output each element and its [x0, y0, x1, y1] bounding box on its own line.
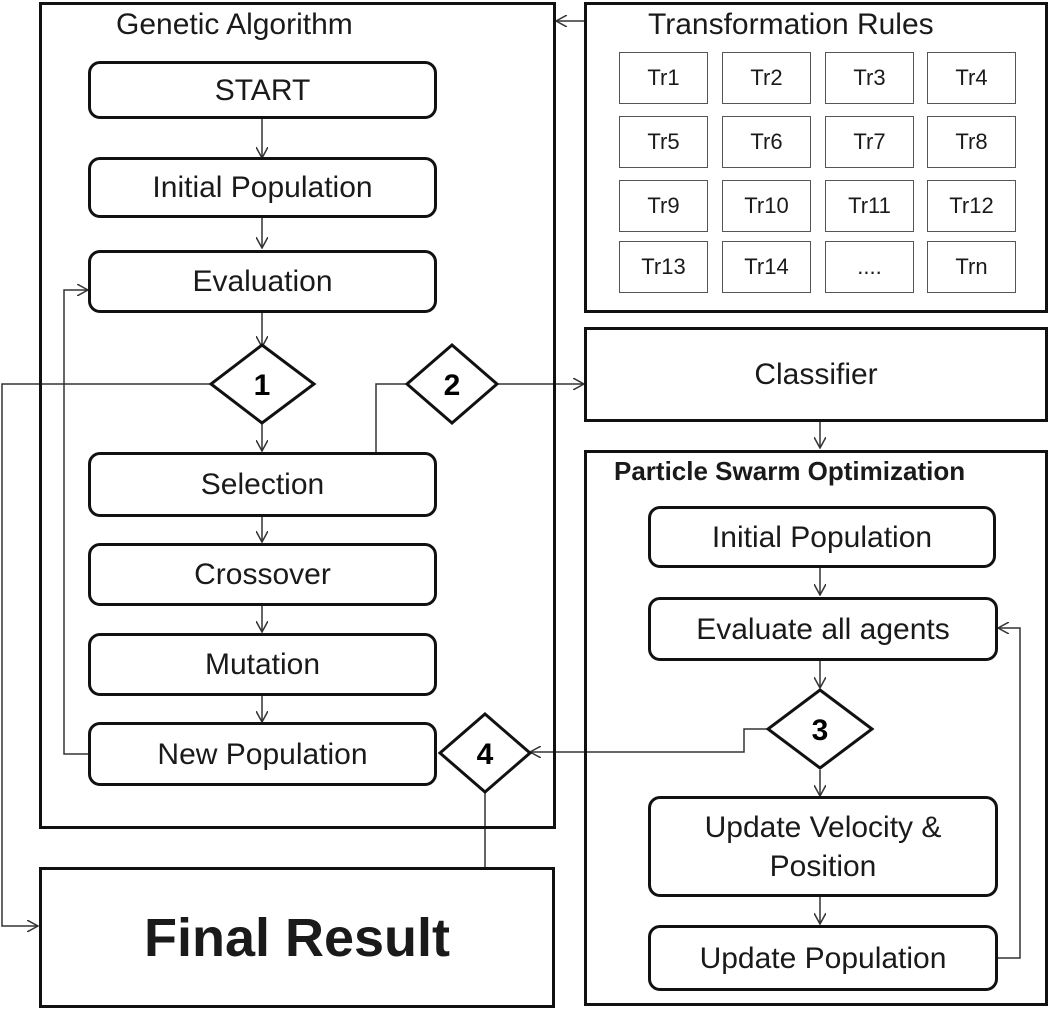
decision-label-2: 2: [443, 369, 461, 402]
rule-cell: Tr8: [927, 116, 1016, 168]
rule-cell: Tr11: [825, 180, 914, 232]
transformation-rules-title: Transformation Rules: [648, 8, 934, 41]
evaluate-agents-box: Evaluate all agents: [648, 597, 998, 661]
update-velocity-line1: Update Velocity &: [704, 810, 942, 844]
rule-cell: Tr2: [722, 52, 811, 104]
rule-cell: Tr3: [825, 52, 914, 104]
rule-cell: Tr13: [619, 241, 708, 293]
new-population-box: New Population: [88, 722, 437, 786]
update-velocity-box: [648, 796, 998, 897]
ga-initial-population-box: Initial Population: [88, 157, 437, 218]
rule-cell: Tr14: [722, 241, 811, 293]
rule-cell: Tr9: [619, 180, 708, 232]
rule-cell: ....: [825, 241, 914, 293]
rule-cell: Tr10: [722, 180, 811, 232]
final-result-label: Final Result: [143, 907, 451, 968]
mutation-box: Mutation: [88, 633, 437, 696]
rule-cell: Tr6: [722, 116, 811, 168]
decision-label-4: 4: [476, 738, 494, 771]
final-result-box: [39, 867, 555, 1008]
selection-box: Selection: [88, 452, 437, 517]
classifier-box: Classifier: [584, 327, 1048, 422]
pso-initial-population-box: Initial Population: [648, 506, 996, 568]
start-box: START: [88, 61, 437, 119]
pso-title: Particle Swarm Optimization: [614, 456, 966, 486]
evaluation-box: Evaluation: [88, 250, 437, 313]
decision-label-1: 1: [253, 369, 271, 402]
rule-cell: Trn: [927, 241, 1016, 293]
genetic-algorithm-panel: [39, 2, 556, 829]
rule-cell: Tr1: [619, 52, 708, 104]
rule-cell: Tr12: [927, 180, 1016, 232]
genetic-algorithm-title: Genetic Algorithm: [116, 8, 353, 41]
rule-cell: Tr5: [619, 116, 708, 168]
decision-label-3: 3: [811, 714, 829, 747]
crossover-box: Crossover: [88, 543, 437, 606]
update-population-box: Update Population: [648, 925, 998, 991]
rule-cell: Tr4: [927, 52, 1016, 104]
rule-cell: Tr7: [825, 116, 914, 168]
update-velocity-line2: Position: [769, 849, 877, 883]
